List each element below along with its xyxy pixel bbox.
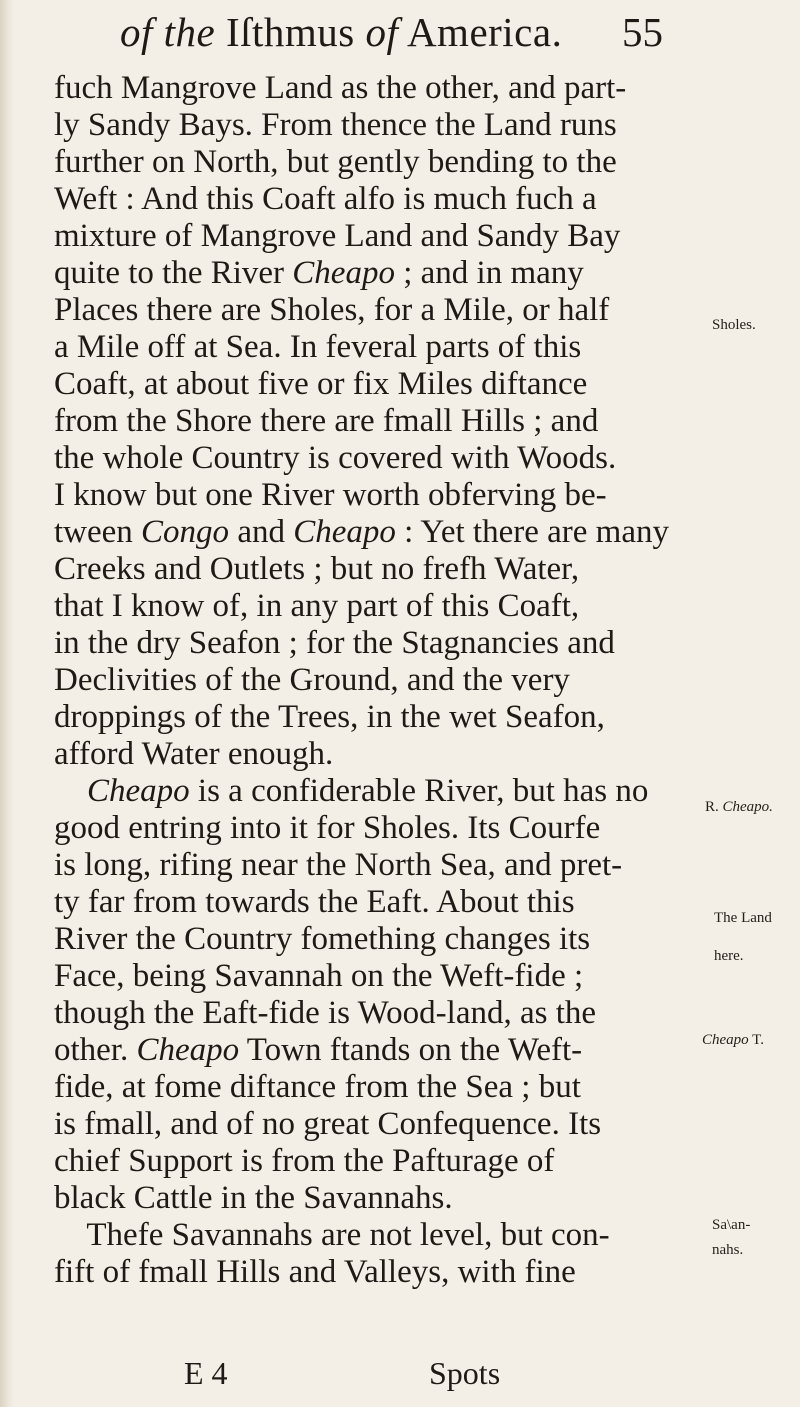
signature-mark: E 4 [184, 1355, 228, 1391]
text-line-15: that I know of, in any part of this Coaft, [54, 588, 580, 624]
text-line-20: Cheapo is a confiderable River, but has no [87, 773, 649, 809]
text-line-6: quite to the River Cheapo ; and in many [54, 255, 584, 291]
text-line-32: Thefe Savannahs are not level, but con- [54, 1217, 610, 1253]
title-america: America. [406, 9, 563, 55]
margin-note-sholes: Sholes. [712, 317, 756, 333]
text-line-7: Places there are Sholes, for a Mile, or half [54, 292, 610, 328]
text-line-21: good entring into it for Sholes. Its Courfe [54, 810, 601, 846]
margin-note-land-line-2: here. [714, 948, 744, 964]
text-line-11: the whole Country is covered with Woods. [54, 440, 617, 476]
text-line-10: from the Shore there are fmall Hills ; and [54, 403, 599, 439]
margin-note-savannahs-line-2: nahs. [712, 1242, 744, 1258]
text-line-1: fuch Mangrove Land as the other, and part- [54, 70, 627, 106]
text-line-19: afford Water enough. [54, 736, 334, 772]
text-line-23: ty far from towards the Eaft. About this [54, 884, 575, 920]
margin-note-r-cheapo: R. Cheapo. [705, 799, 773, 815]
margin-note-land-line-1: The Land [714, 910, 772, 926]
margin-note-cheapo-town: Cheapo T. [702, 1032, 764, 1048]
page-footer [0, 1355, 800, 1395]
text-line-26: though the Eaft-fide is Wood-land, as the [54, 995, 597, 1031]
text-line-28: fide, at fome diftance from the Sea ; but [54, 1069, 581, 1105]
text-line-13: tween Congo and Cheapo : Yet there are many [54, 514, 669, 550]
catchword: Spots [429, 1355, 501, 1391]
text-line-31: black Cattle in the Savannahs. [54, 1180, 453, 1216]
text-line-27: other. Cheapo Town ftands on the Weft- [54, 1032, 583, 1068]
running-title [120, 8, 562, 56]
text-line-12: I know but one River worth obferving be- [54, 477, 607, 513]
page-number: 55 [622, 9, 663, 55]
text-line-9: Coaft, at about five or fix Miles diftance [54, 366, 588, 402]
text-line-4: Weft : And this Coaft alfo is much fuch a [54, 181, 597, 217]
text-line-16: in the dry Seafon ; for the Stagnancies and [54, 625, 615, 661]
text-line-33: fift of fmall Hills and Valleys, with fine [54, 1254, 576, 1290]
text-line-3: further on North, but gently bending to the [54, 144, 617, 180]
text-line-25: Face, being Savannah on the Weft-fide ; [54, 958, 584, 994]
text-line-24: River the Country fomething changes its [54, 921, 591, 957]
margin-note-savannahs-line-1: Sa\an- [712, 1217, 751, 1233]
text-line-18: droppings of the Trees, in the wet Seafon, [54, 699, 605, 735]
title-isthmus: Iſthmus [225, 9, 355, 55]
text-line-2: ly Sandy Bays. From thence the Land runs [54, 107, 617, 143]
title-of-the: of the [120, 9, 216, 55]
page-gutter [0, 0, 14, 1407]
text-line-29: is fmall, and of no great Confequence. Its [54, 1106, 602, 1142]
text-line-5: mixture of Mangrove Land and Sandy Bay [54, 218, 621, 254]
title-of: of [365, 9, 399, 55]
running-header [120, 8, 663, 64]
text-line-30: chief Support is from the Pafturage of [54, 1143, 555, 1179]
text-line-17: Declivities of the Ground, and the very [54, 662, 570, 698]
text-line-22: is long, rifing near the North Sea, and pret- [54, 847, 623, 883]
text-line-8: a Mile off at Sea. In feveral parts of this [54, 329, 582, 365]
text-line-14: Creeks and Outlets ; but no frefh Water, [54, 551, 580, 587]
